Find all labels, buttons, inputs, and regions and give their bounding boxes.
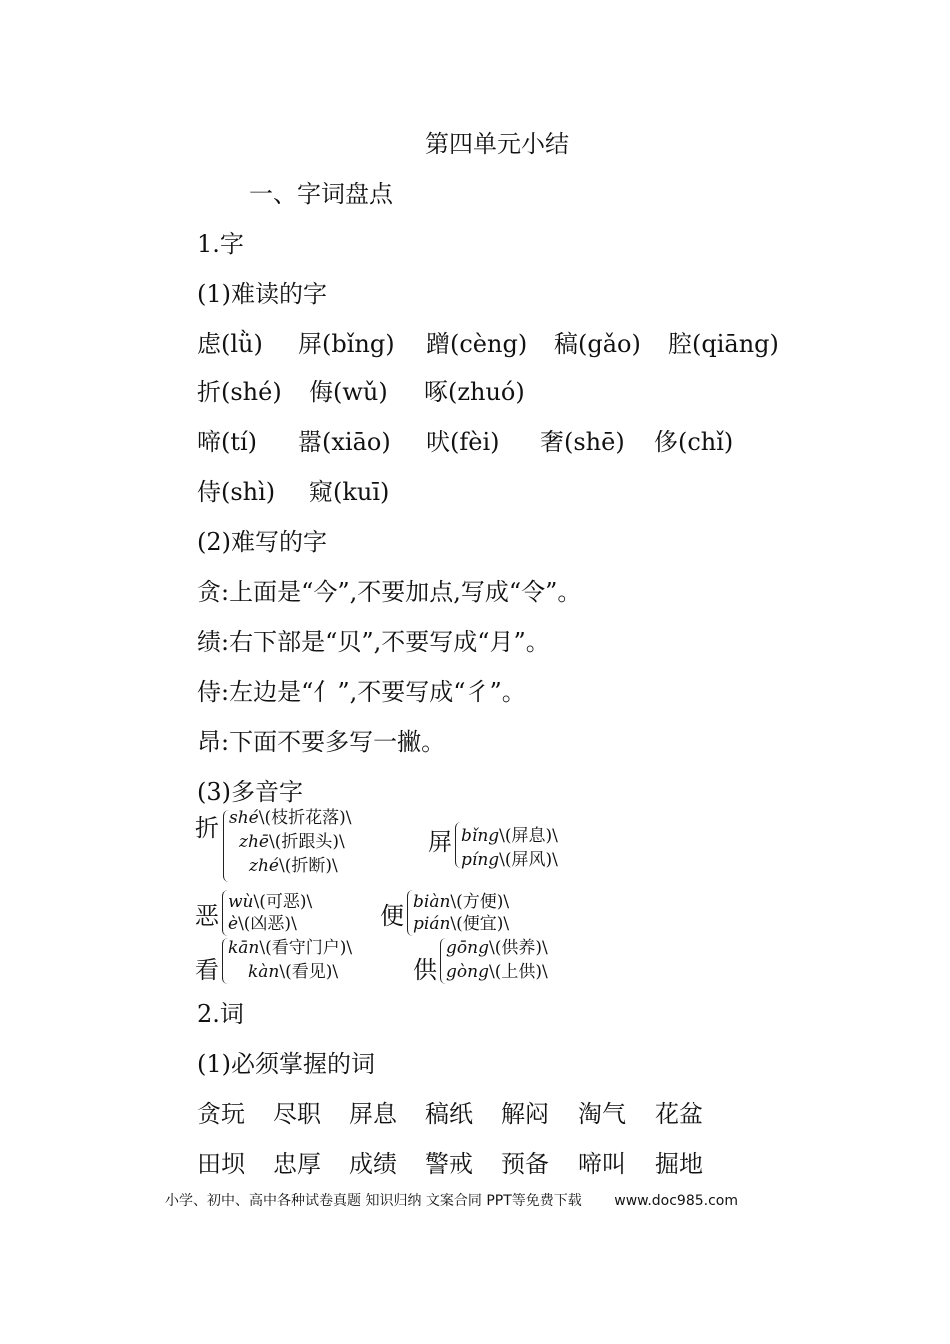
hard-write-line: 昂:下面不要多写一撇。	[197, 728, 446, 756]
polyphone-char: 看	[195, 956, 219, 984]
polyphone-char: 折	[195, 814, 219, 842]
polyphone-char: 屏	[428, 828, 452, 856]
hard-read-item: 侮(wǔ)	[309, 378, 388, 406]
must-words-row-1	[197, 1098, 703, 1130]
polyphone-reading: zhé\(折断)\	[249, 856, 338, 876]
hard-read-item: 虑(lǜ)	[197, 330, 263, 358]
hard-write-heading: (2)难写的字	[197, 528, 327, 556]
hard-read-item: 侍(shì)	[197, 478, 276, 506]
hard-write-line: 绩:右下部是“贝”,不要写成“月”。	[197, 628, 550, 656]
hard-read-item: 窥(kuī)	[309, 478, 390, 506]
polyphone-reading: gòng\(上供)\	[446, 962, 548, 982]
polyphone-char: 便	[380, 902, 404, 930]
footer	[165, 1192, 738, 1210]
word-item: 屏息	[349, 1100, 397, 1128]
must-words-row-2	[197, 1148, 703, 1180]
hard-read-item: 屏(bǐng)	[298, 330, 395, 358]
word-item: 淘气	[578, 1100, 626, 1128]
word-item: 忠厚	[273, 1150, 321, 1178]
word-item: 贪玩	[197, 1100, 245, 1128]
hard-read-row-4	[197, 476, 389, 508]
page-title: 第四单元小结	[425, 130, 569, 158]
footer-url-link[interactable]: www.doc985.com	[614, 1193, 738, 1209]
hard-write-line: 贪:上面是“今”,不要加点,写成“令”。	[197, 578, 582, 606]
polyphone-reading: biàn\(方便)\	[413, 892, 510, 912]
sub-heading-characters: 1.字	[197, 230, 244, 258]
hard-read-item: 侈(chǐ)	[654, 428, 734, 456]
hard-read-item: 折(shé)	[197, 378, 282, 406]
hard-read-row-3	[197, 426, 733, 458]
hard-read-item: 啄(zhuó)	[424, 378, 525, 406]
hard-read-item: 啼(tí)	[197, 428, 258, 456]
polyphone-reading: è\(凶恶)\	[228, 914, 297, 934]
hard-read-item: 蹭(cèng)	[426, 330, 528, 358]
polyphone-reading: bǐng\(屏息)\	[461, 826, 558, 846]
section-heading-words: 一、字词盘点	[249, 180, 393, 208]
polyphone-reading: píng\(屏风)\	[461, 850, 558, 870]
polyphone-char: 供	[413, 956, 437, 984]
hard-read-item: 吠(fèi)	[426, 428, 500, 456]
hard-read-item: 嚣(xiāo)	[298, 428, 391, 456]
footer-text: 小学、初中、高中各种试卷真题 知识归纳 文案合同 PPT等免费下载	[165, 1193, 582, 1209]
word-item: 稿纸	[425, 1100, 473, 1128]
hard-write-line: 侍:左边是“亻”,不要写成“彳”。	[197, 678, 526, 706]
word-item: 掘地	[655, 1150, 703, 1178]
word-item: 警戒	[425, 1150, 473, 1178]
hard-read-item: 奢(shē)	[540, 428, 625, 456]
word-item: 啼叫	[578, 1150, 626, 1178]
polyphone-reading: kān\(看守门户)\	[228, 938, 353, 958]
polyphone-reading: shé\(枝折花落)\	[229, 808, 352, 828]
polyphone-reading: pián\(便宜)\	[413, 914, 510, 934]
word-item: 花盆	[655, 1100, 703, 1128]
word-item: 预备	[501, 1150, 549, 1178]
polyphone-reading: kàn\(看见)\	[248, 962, 339, 982]
hard-read-row-1	[197, 328, 779, 360]
polyphone-heading: (3)多音字	[197, 778, 303, 806]
polyphone-reading: gōng\(供养)\	[446, 938, 548, 958]
hard-read-row-2	[197, 376, 525, 408]
word-item: 田坝	[197, 1150, 245, 1178]
word-item: 成绩	[349, 1150, 397, 1178]
hard-read-heading: (1)难读的字	[197, 280, 327, 308]
word-item: 解闷	[501, 1100, 549, 1128]
word-item: 尽职	[273, 1100, 321, 1128]
polyphone-reading: wù\(可恶)\	[228, 892, 313, 912]
hard-read-item: 稿(gǎo)	[554, 330, 641, 358]
hard-read-item: 腔(qiāng)	[668, 330, 779, 358]
polyphone-reading: zhē\(折跟头)\	[239, 832, 345, 852]
polyphone-char: 恶	[195, 902, 219, 930]
must-words-heading: (1)必须掌握的词	[197, 1050, 375, 1078]
sub-heading-words: 2.词	[197, 1000, 244, 1028]
